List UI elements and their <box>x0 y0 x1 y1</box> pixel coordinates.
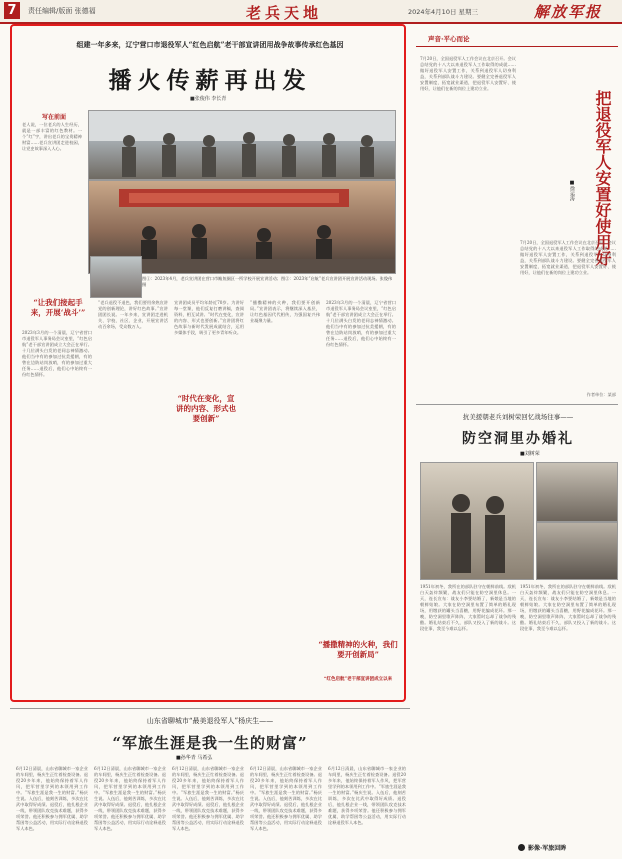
main-headline: 播火传薪再出发 <box>108 67 312 94</box>
bottom-body-col-5: 6月12日清晨，山东省聊城市一家企业的车间里，杨庆生正忙着检查设备。退役20多年来，他始终保持着军人作风，把军营里学到的本领用到工作中。“军旅生涯是我一生的财富。”杨庆生说。入伍后，他刻苦训练，多次在比武中取得好成绩。退役后，他扎根企业一线，带领团队攻克技术难题，获得多项荣誉。他还积极参与拥军优属、助学帮困等公益活动，用实际行动诠释退役军人本色。 <box>328 766 406 825</box>
opinion-body-col-1: 7月20日，全国退役军人工作会议在北京召开。会议总结党的十八大以来退役军人工作取得的成就……做好退役军人安置工作，关系到退役军人切身利益，关系到部队战斗力建设。要健全完善退役军人安置制度，拓宽就业渠道，把退役军人安置好、使用好，让他们在新的岗位上建功立业。 <box>420 56 516 91</box>
newspaper-logo: 解放军报 <box>534 3 603 21</box>
bottom-body-col-3: 6月12日清晨，山东省聊城市一家企业的车间里，杨庆生正忙着检查设备。退役20多年来，他始终保持着军人作风，把军营里学到的本领用到工作中。“军旅生涯是我一生的财富。”杨庆生说。入伍后，他刻苦训练，多次在比武中取得好成绩。退役后，他扎根企业一线，带领团队攻克技术难题，获得多项荣誉。他还积极参与拥军优属、助学帮困等公益活动，用实际行动诠释退役军人本色。 <box>172 766 244 831</box>
subhead-3: “播撒精神的火种，我们要开创新局” <box>318 640 398 659</box>
page-number: 7 <box>4 2 20 19</box>
photo-section-icon <box>518 844 525 851</box>
pull-quote: “红色启航”老干部宣讲团成立以来 <box>323 677 393 682</box>
opinion-author: ■徐运涛 <box>569 180 575 201</box>
opinion-credit: 作者单位：某部 <box>586 392 616 397</box>
opinion-label-text: 声音·平心而论 <box>428 35 470 43</box>
page-header <box>0 0 622 24</box>
wedding-body-col-1: 1951年初冬，我所在的部队驻守在朝鲜前线。敌机白天轰炸频繁，战友们只能在防空洞里休息。一天，连长宣布：战友小李要结婚了，新娘是当地的朝鲜姑娘。大家在防空洞里布置了简单的婚礼现场，用缴获的罐头当喜糖，用野花编成花环。那一晚，防空洞里歌声阵阵，大家暂时忘却了战争的残酷。婚礼结束后不久，部队又投入了新的战斗。这段往事，我至今难以忘怀。 <box>420 584 516 631</box>
editor-line: 责任编辑/版面 张德福 <box>28 7 96 15</box>
photo-group-figures <box>89 111 395 179</box>
opinion-label <box>416 32 618 47</box>
main-body-col-5: 2023年3月的一个清晨，辽宁省营口市退役军人事务局会议室里，“红色启航”老干部宣讲团成立大会正在举行。十几位满头白发的老同志神情激动。他们当中有的参加过抗美援朝，有的曾在边防站岗放哨，有的参加过重大任务……退役后，他们心中始终有一份红色情怀。 <box>326 300 396 347</box>
opinion-body-col-2: 7月20日，全国退役军人工作会议在北京召开。会议总结党的十八大以来退役军人工作取得的成就……做好退役军人安置工作，关系到退役军人切身利益，关系到部队战斗力建设。要健全完善退役军人安置制度，拓宽就业渠道，把退役军人安置好、使用好，让他们在新的岗位上建功立业。 <box>520 240 616 275</box>
photo-section-text: 影像·军旅回眸 <box>528 845 567 852</box>
opinion-title: 把退役军人安置好使用好 <box>593 90 612 266</box>
main-kicker: 组建一年多来，辽宁营口市退役军人“红色启航”老干部宣讲团用战争故事传承红色基因 <box>76 40 344 49</box>
photo-wedding-small-2 <box>536 522 618 580</box>
bottom-body-col-4: 6月12日清晨，山东省聊城市一家企业的车间里，杨庆生正忙着检查设备。退役20多年来，他始终保持着军人作风，把军营里学到的本领用到工作中。“军旅生涯是我一生的财富。”杨庆生说。入伍后，他刻苦训练，多次在比武中取得好成绩。退役后，他扎根企业一线，带领团队攻克技术难题，获得多项荣誉。他还积极参与拥军优属、助学帮困等公益活动，用实际行动诠释退役军人本色。 <box>250 766 322 831</box>
wedding-kicker: 抗美援朝老兵刘树荣回忆战场往事—— <box>462 413 574 421</box>
photo-group-veterans <box>88 110 396 180</box>
wedding-body-col-2: 1951年初冬，我所在的部队驻守在朝鲜前线。敌机白天轰炸频繁，战友们只能在防空洞里休息。一天，连长宣布：战友小李要结婚了，新娘是当地的朝鲜姑娘。大家在防空洞里布置了简单的婚礼现场，用缴获的罐头当喜糖，用野花编成花环。那一晚，防空洞里歌声阵阵，大家暂时忘却了战争的残酷。婚礼结束后不久，部队又投入了新的战斗。这段往事，我至今难以忘怀。 <box>520 584 616 631</box>
photo-inset <box>90 256 142 298</box>
editor-note: 老人说，一位老兵的人生经历，就是一部丰富的红色教材。一个“红”字，讲出老兵的宝贵精神财富……老兵宣讲团走进校园，让党史故事深入人心。 <box>22 122 82 151</box>
bottom-byline: ■孙华青 马希弘 <box>176 755 213 761</box>
wedding-headline: 防空洞里办婚礼 <box>462 431 574 447</box>
subhead-2: “时代在变化，宣讲的内容、形式也要创新” <box>176 394 236 423</box>
photo-wedding-figures <box>421 463 533 579</box>
main-byline: ■张俊伟 李长青 <box>190 96 227 102</box>
story-divider <box>416 404 618 405</box>
issue-date: 2024年4月10日 星期三 <box>408 8 479 16</box>
section-title: 老兵天地 <box>246 4 323 22</box>
bottom-divider <box>10 708 410 709</box>
bottom-body-col-2: 6月12日清晨，山东省聊城市一家企业的车间里，杨庆生正忙着检查设备。退役20多年来，他始终保持着军人作风，把军营里学到的本领用到工作中。“军旅生涯是我一生的财富。”杨庆生说。入伍后，他刻苦训练，多次在比武中取得好成绩。退役后，他扎根企业一线，带领团队攻克技术难题，获得多项荣誉。他还积极参与拥军优属、助学帮困等公益活动，用实际行动诠释退役军人本色。 <box>94 766 166 831</box>
editor-note-label: 写在前面 <box>42 114 67 121</box>
bottom-body-col-1: 6月12日清晨，山东省聊城市一家企业的车间里，杨庆生正忙着检查设备。退役20多年来，他始终保持着军人作风，把军营里学到的本领用到工作中。“军旅生涯是我一生的财富。”杨庆生说。入伍后，他刻苦训练，多次在比武中取得好成绩。退役后，他扎根企业一线，带领团队攻克技术难题，获得多项荣誉。他还积极参与拥军优属、助学帮困等公益活动，用实际行动诠释退役军人本色。 <box>16 766 88 831</box>
main-body-col-1: 2023年3月的一个清晨，辽宁省营口市退役军人事务局会议室里，“红色启航”老干部宣讲团成立大会正在举行。十几位满头白发的老同志神情激动。他们当中有的参加过抗美援朝，有的曾在边防站岗放哨，有的参加过重大任务……退役后，他们心中始终有一份红色情怀。 <box>22 330 92 377</box>
main-body-col-3: 宣讲团成员平均年龄近70岁。为讲好每一堂课，他们反复打磨讲稿，查阅资料，相互试讲。“时代在变化，宣讲的内容、形式也要创新。”宣讲团将红色故事与新时代发展成就结合，运用多媒体手段，吸引了更多青年听众。 <box>174 300 244 335</box>
bottom-kicker: 山东省聊城市“最美退役军人”杨庆生—— <box>146 717 274 725</box>
bottom-headline: “军旅生涯是我一生的财富” <box>112 734 308 752</box>
photo-wedding-small <box>536 462 618 522</box>
photo-caption: 图①：2023年4月，老兵宣讲团在营口市鲅鱼圈区一所学校开展宣讲活动；图②：2023年“启航”老兵宣讲团开展宣讲活动现场。张俊伟摄 <box>142 276 393 287</box>
photo-section-label <box>518 842 618 854</box>
photo-wedding-main <box>420 462 534 580</box>
subhead-1: “让我们接起手来，开展‘战斗’” <box>30 298 86 317</box>
main-body-col-2: “老兵退役不退色，我们要用余热宣讲党的创新理论，讲好红色故事。”宣讲团团长说。一年多来，宣讲团走进机关、学校、社区、企业，开展宣讲活动百余场，受众数万人。 <box>98 300 168 329</box>
wedding-author: ■刘树荣 <box>520 451 540 457</box>
main-body-col-4: “播撒精神的火种，我们要开创新局。”宣讲团表示，将继续深入基层，让红色基因代代相传，为强国复兴伟业凝聚力量。 <box>250 300 320 323</box>
